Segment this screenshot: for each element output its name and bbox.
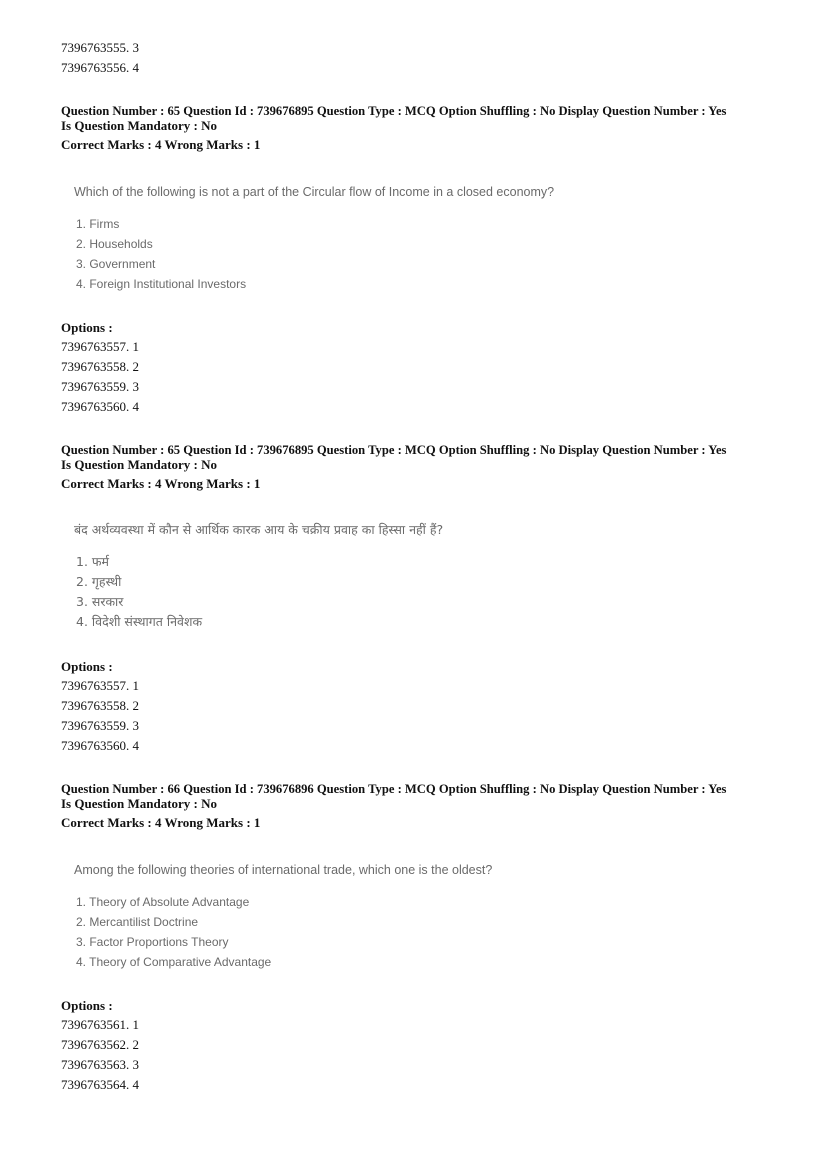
question-mandatory: Is Question Mandatory : No <box>61 457 218 472</box>
option-number: 1 <box>132 339 139 354</box>
option-line <box>61 1017 139 1033</box>
option-number: 3 <box>132 718 139 733</box>
question-mandatory: Is Question Mandatory : No <box>61 118 218 133</box>
option-id: 7396763558. <box>61 698 130 713</box>
option-number: 2 <box>132 698 139 713</box>
question-text: बंद अर्थव्यवस्था में कौन से आर्थिक कारक आय के चक्रीय प्रवाह का हिस्सा नहीं हैं? <box>74 522 444 537</box>
option-id: 7396763557. <box>61 678 130 693</box>
question-text: Which of the following is not a part of the Circular flow of Income in a closed economy? <box>74 185 555 199</box>
answer-choice: 2. Households <box>76 237 153 251</box>
option-number: 3 <box>132 1057 139 1072</box>
option-number: 4 <box>132 399 139 414</box>
option-line <box>61 738 139 754</box>
option-id: 7396763562. <box>61 1037 130 1052</box>
answer-choice: 1. Firms <box>76 217 120 231</box>
option-id: 7396763560. <box>61 738 130 753</box>
option-id: 7396763564. <box>61 1077 130 1092</box>
option-line <box>61 379 139 395</box>
option-number: 4 <box>132 60 139 75</box>
option-line <box>61 1077 139 1093</box>
option-number: 4 <box>132 738 139 753</box>
option-number: 4 <box>132 1077 139 1092</box>
option-id: 7396763560. <box>61 399 130 414</box>
question-meta: Question Number : 66 Question Id : 739676896 Question Type : MCQ Option Shuffling : No Display Question Number : Yes <box>61 782 727 796</box>
option-id: 7396763557. <box>61 339 130 354</box>
option-id: 7396763559. <box>61 379 130 394</box>
option-line <box>61 339 139 355</box>
answer-choice: 2. Mercantilist Doctrine <box>76 915 199 929</box>
question-marks: Correct Marks : 4 Wrong Marks : 1 <box>61 815 261 830</box>
answer-choice: 2. गृहस्थी <box>76 574 122 589</box>
question-image <box>74 184 554 294</box>
option-line <box>61 40 139 56</box>
answer-choice: 1. फर्म <box>76 554 110 569</box>
option-line <box>61 359 139 375</box>
option-number: 3 <box>132 40 139 55</box>
answer-choice: 3. Government <box>76 257 156 271</box>
question-image <box>74 862 492 972</box>
answer-choice: 3. Factor Proportions Theory <box>76 935 229 949</box>
option-id: 7396763555. <box>61 40 130 55</box>
question-meta: Question Number : 65 Question Id : 739676895 Question Type : MCQ Option Shuffling : No Display Question Number : Yes <box>61 443 727 457</box>
option-line <box>61 1037 139 1053</box>
option-line <box>61 678 139 694</box>
option-id: 7396763556. <box>61 60 130 75</box>
answer-choice: 1. Theory of Absolute Advantage <box>76 895 250 909</box>
question-text: Among the following theories of international trade, which one is the oldest? <box>74 863 493 877</box>
options-label: Options : <box>61 659 113 674</box>
options-label: Options : <box>61 320 113 335</box>
option-line <box>61 1057 139 1073</box>
question-marks: Correct Marks : 4 Wrong Marks : 1 <box>61 137 261 152</box>
answer-choice: 3. सरकार <box>76 594 124 609</box>
question-image <box>74 522 443 632</box>
option-number: 1 <box>132 678 139 693</box>
question-meta: Question Number : 65 Question Id : 739676895 Question Type : MCQ Option Shuffling : No Display Question Number : Yes <box>61 104 727 118</box>
option-id: 7396763559. <box>61 718 130 733</box>
option-line <box>61 698 139 714</box>
option-id: 7396763561. <box>61 1017 130 1032</box>
option-id: 7396763558. <box>61 359 130 374</box>
answer-choice: 4. विदेशी संस्थागत निवेशक <box>76 614 203 629</box>
options-label: Options : <box>61 998 113 1013</box>
option-line <box>61 718 139 734</box>
option-number: 2 <box>132 1037 139 1052</box>
option-line <box>61 399 139 415</box>
question-marks: Correct Marks : 4 Wrong Marks : 1 <box>61 476 261 491</box>
answer-choice: 4. Foreign Institutional Investors <box>76 277 247 291</box>
option-number: 3 <box>132 379 139 394</box>
option-line <box>61 60 139 76</box>
option-number: 2 <box>132 359 139 374</box>
answer-choice: 4. Theory of Comparative Advantage <box>76 955 272 969</box>
question-mandatory: Is Question Mandatory : No <box>61 796 218 811</box>
option-id: 7396763563. <box>61 1057 130 1072</box>
option-number: 1 <box>132 1017 139 1032</box>
